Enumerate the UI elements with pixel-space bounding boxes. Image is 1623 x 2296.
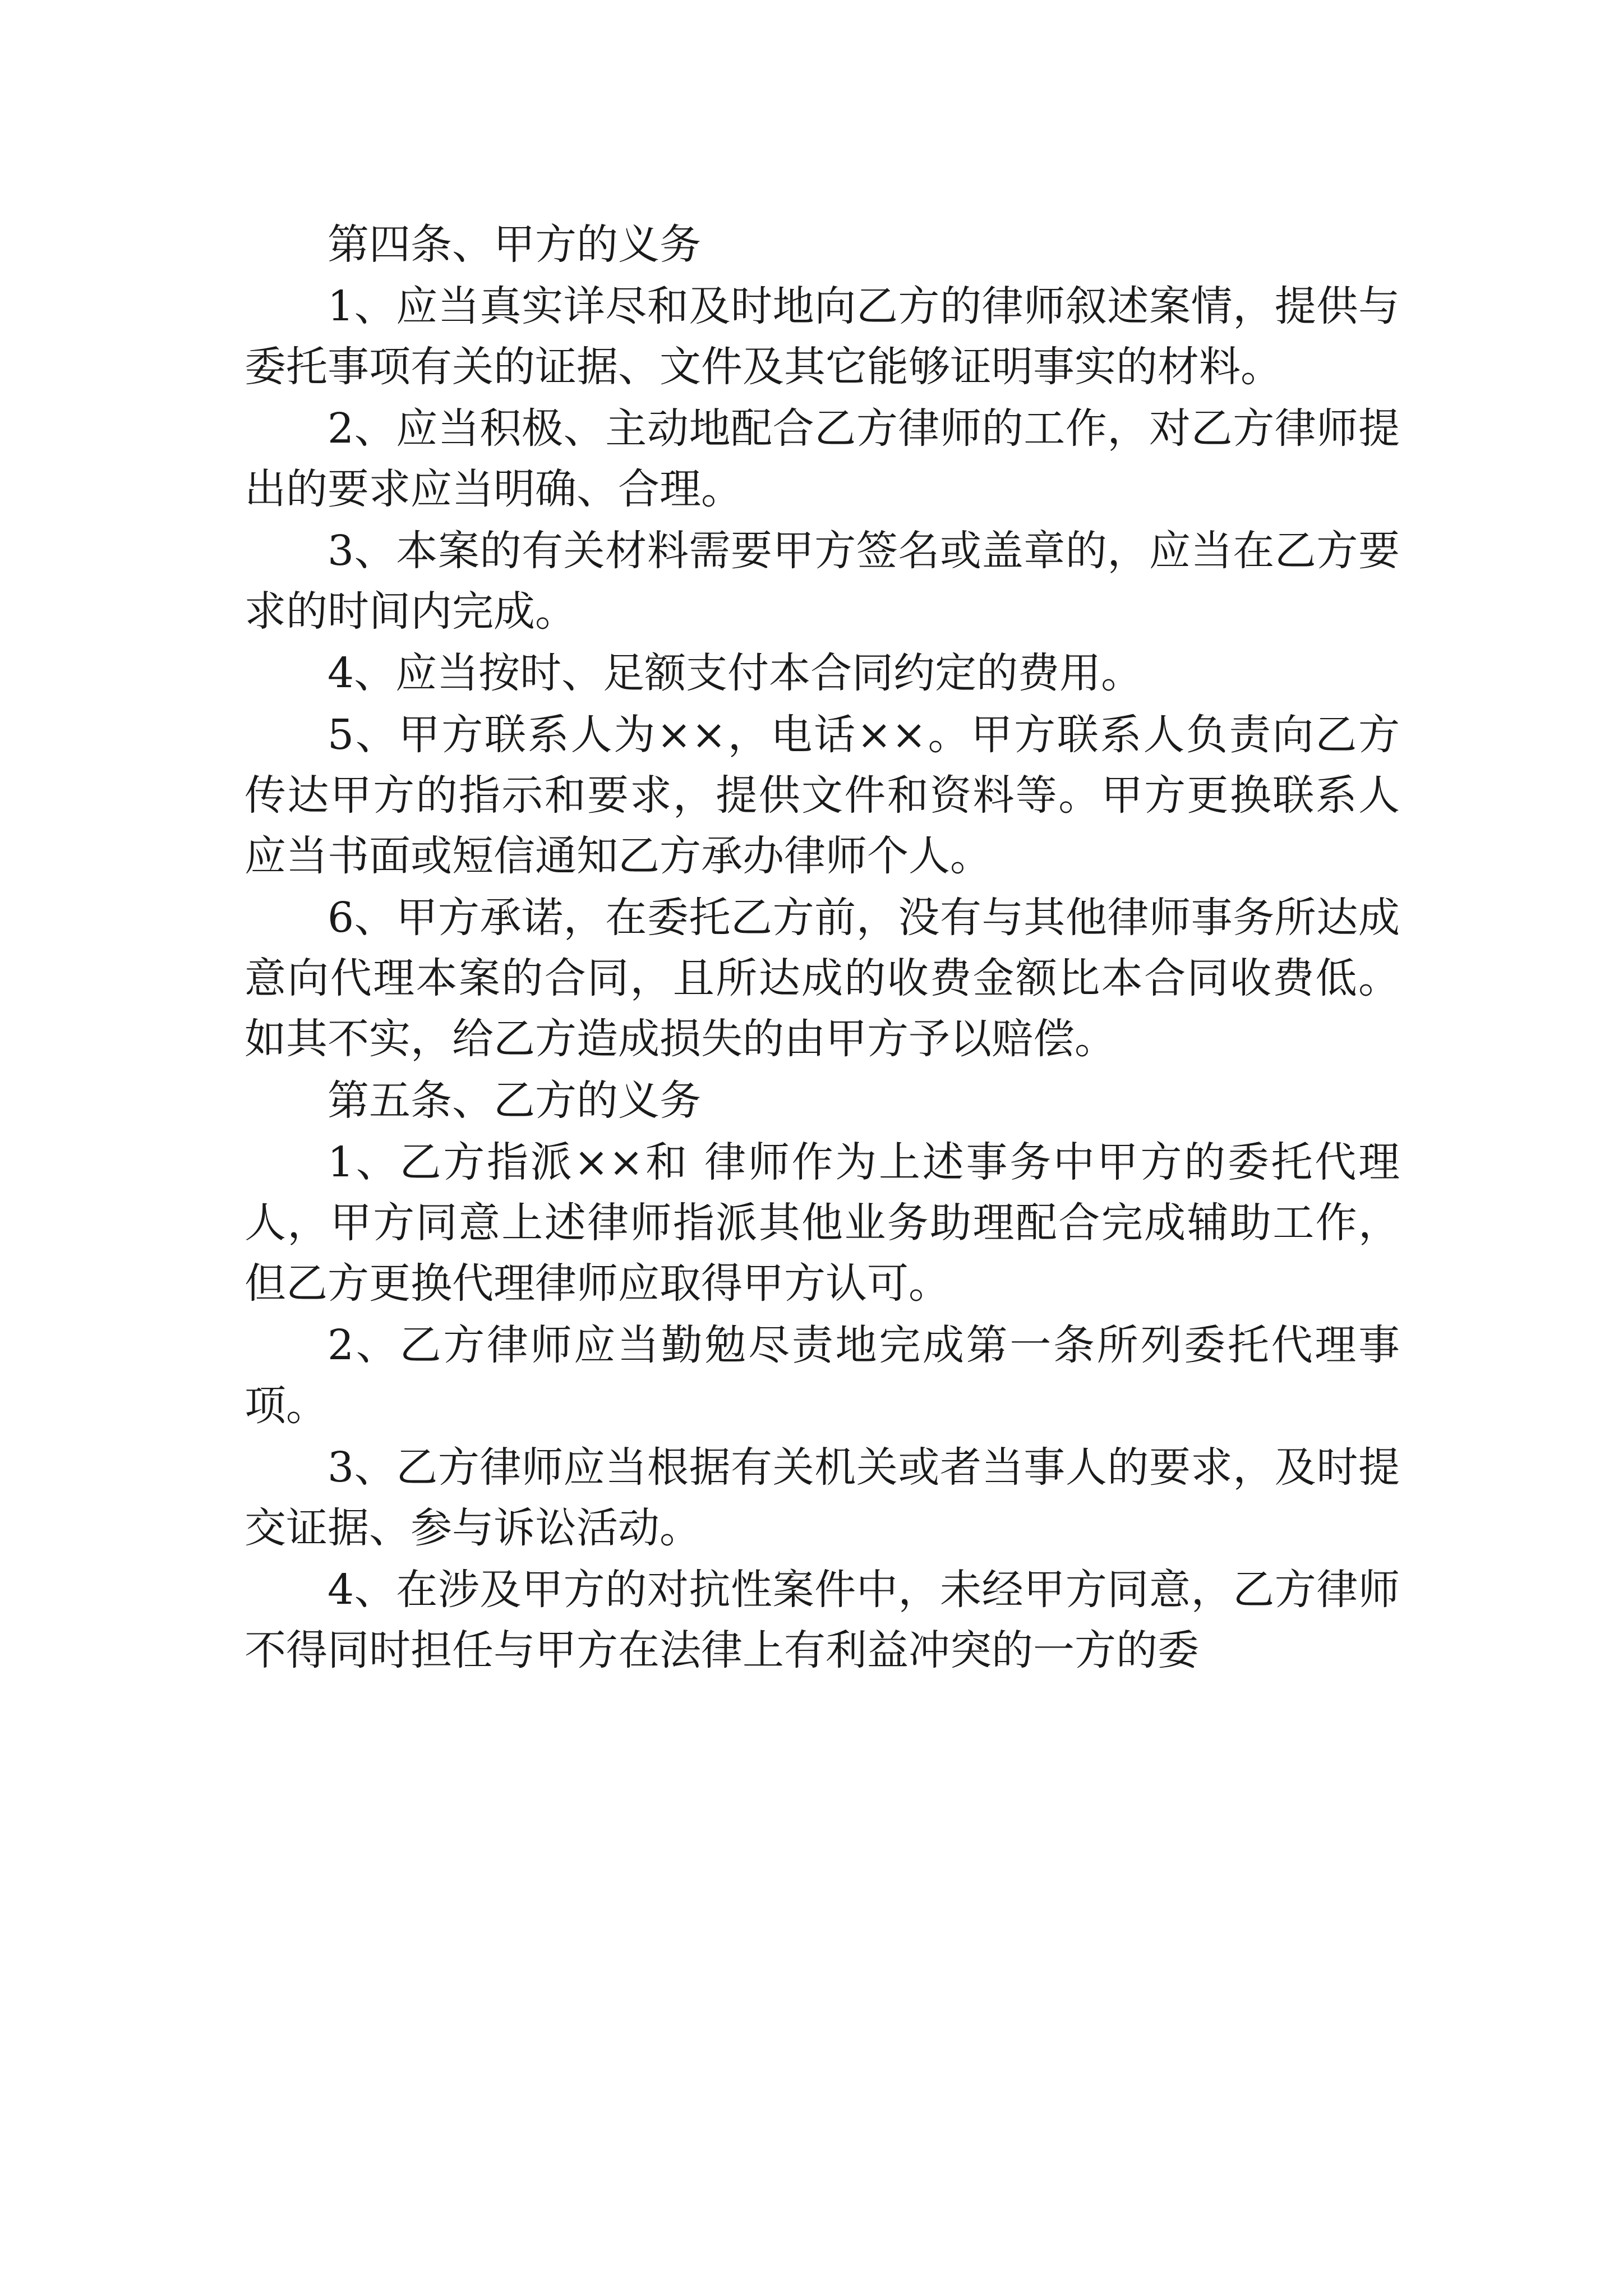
article-4-item-6: 6、甲方承诺，在委托乙方前，没有与其他律师事务所达成意向代理本案的合同，且所达成的收费金额比本合同收费低。如其不实，给乙方造成损失的由甲方予以赔偿。 <box>245 894 1400 1063</box>
article-5-item-2: 2、乙方律师应当勤勉尽责地完成第一条所列委托代理事项。 <box>245 1321 1400 1430</box>
article-4-item-3: 3、本案的有关材料需要甲方签名或盖章的，应当在乙方要求的时间内完成。 <box>245 527 1400 636</box>
article-4-item-5: 5、甲方联系人为××，电话××。甲方联系人负责向乙方传达甲方的指示和要求，提供文件和资料等。甲方更换联系人应当书面或短信通知乙方承办律师个人。 <box>245 711 1400 880</box>
article-4-item-2: 2、应当积极、主动地配合乙方律师的工作，对乙方律师提出的要求应当明确、合理。 <box>245 404 1400 513</box>
article-4-heading: 第四条、甲方的义务 <box>328 220 701 269</box>
article-5-item-1: 1、乙方指派××和 律师作为上述事务中甲方的委托代理人，甲方同意上述律师指派其他业务助理配合完成辅助工作，但乙方更换代理律师应取得甲方认可。 <box>245 1138 1400 1308</box>
article-4-item-1: 1、应当真实详尽和及时地向乙方的律师叙述案情，提供与委托事项有关的证据、文件及其它能够证明事实的材料。 <box>245 282 1400 391</box>
document-body <box>245 214 1400 1682</box>
article-4-item-4: 4、应当按时、足额支付本合同约定的费用。 <box>328 649 1143 697</box>
article-5-item-3: 3、乙方律师应当根据有关机关或者当事人的要求，及时提交证据、参与诉讼活动。 <box>245 1443 1400 1552</box>
article-5-item-4: 4、在涉及甲方的对抗性案件中，未经甲方同意，乙方律师不得同时担任与甲方在法律上有利益冲突的一方的委 <box>245 1566 1400 1674</box>
article-5-heading: 第五条、乙方的义务 <box>328 1076 701 1125</box>
